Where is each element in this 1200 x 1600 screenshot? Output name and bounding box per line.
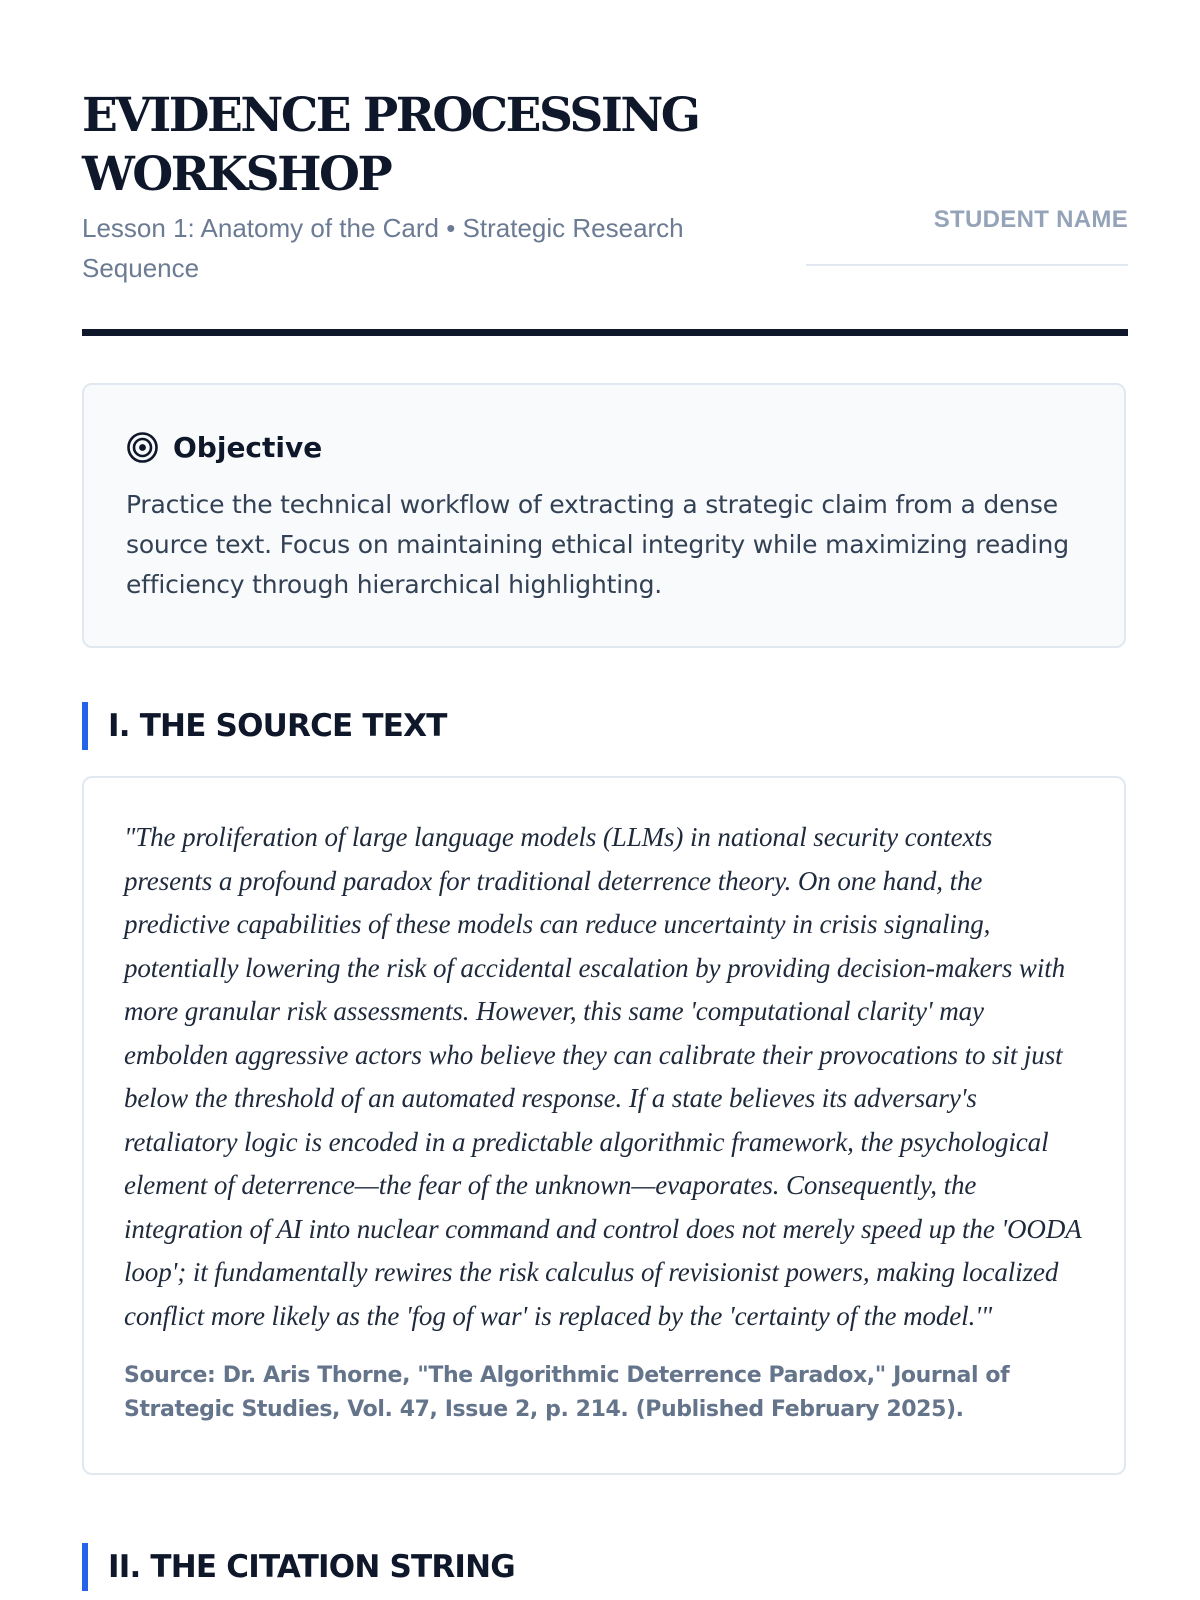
section-heading-source-text: I. THE SOURCE TEXT (82, 702, 447, 750)
objective-box (82, 383, 1126, 648)
source-citation: Source: Dr. Aris Thorne, "The Algorithmic Deterrence Paradox," Journal of Strategic Studies, Vol. 47, Issue 2, p. 214. (Published February 2025). (124, 1363, 1010, 1422)
page-subtitle: Lesson 1: Anatomy of the Card • Strategic Research Sequence (82, 213, 684, 283)
student-name-label: STUDENT NAME (933, 206, 1128, 233)
worksheet-page (82, 0, 1128, 1585)
target-icon (126, 431, 159, 464)
source-quote: "The proliferation of large language models (LLMs) in national security contexts presents a profound paradox for traditional deterrence theory. On one hand, the predictive capabilities of these models can reduce uncertainty in crisis signaling, potentially lowering the risk of accidental escalation by providing decision-makers with more granular risk assessments. However, this same 'computational clarity' may embolden aggressive actors who believe they can calibrate their provocations to sit just below the threshold of an automated response. If a state believes its adversary's retaliatory logic is encoded in a predictable algorithmic framework, the psychological element of deterrence—the fear of the unknown—evaporates. Consequently, the integration of AI into nuclear command and control does not merely speed up the 'OODA loop'; it fundamentally rewires the risk calculus of revisionist powers, making localized conflict more likely as the 'fog of war' is replaced by the 'certainty of the model.'" (124, 822, 1082, 1331)
worksheet-header (82, 0, 1128, 336)
student-name-field[interactable] (806, 206, 1128, 266)
objective-heading (126, 429, 1082, 465)
objective-text: Practice the technical workflow of extracting a strategic claim from a dense source text. Focus on maintaining ethical integrity while maximizing reading efficiency through hierarchical highlighting. (126, 490, 1069, 599)
source-text-card (82, 776, 1126, 1475)
objective-title: Objective (173, 430, 323, 464)
student-name-line[interactable] (806, 264, 1128, 266)
page-title: EVIDENCE PROCESSING WORKSHOP (82, 88, 699, 202)
section-heading-citation-string: II. THE CITATION STRING (82, 1543, 515, 1591)
